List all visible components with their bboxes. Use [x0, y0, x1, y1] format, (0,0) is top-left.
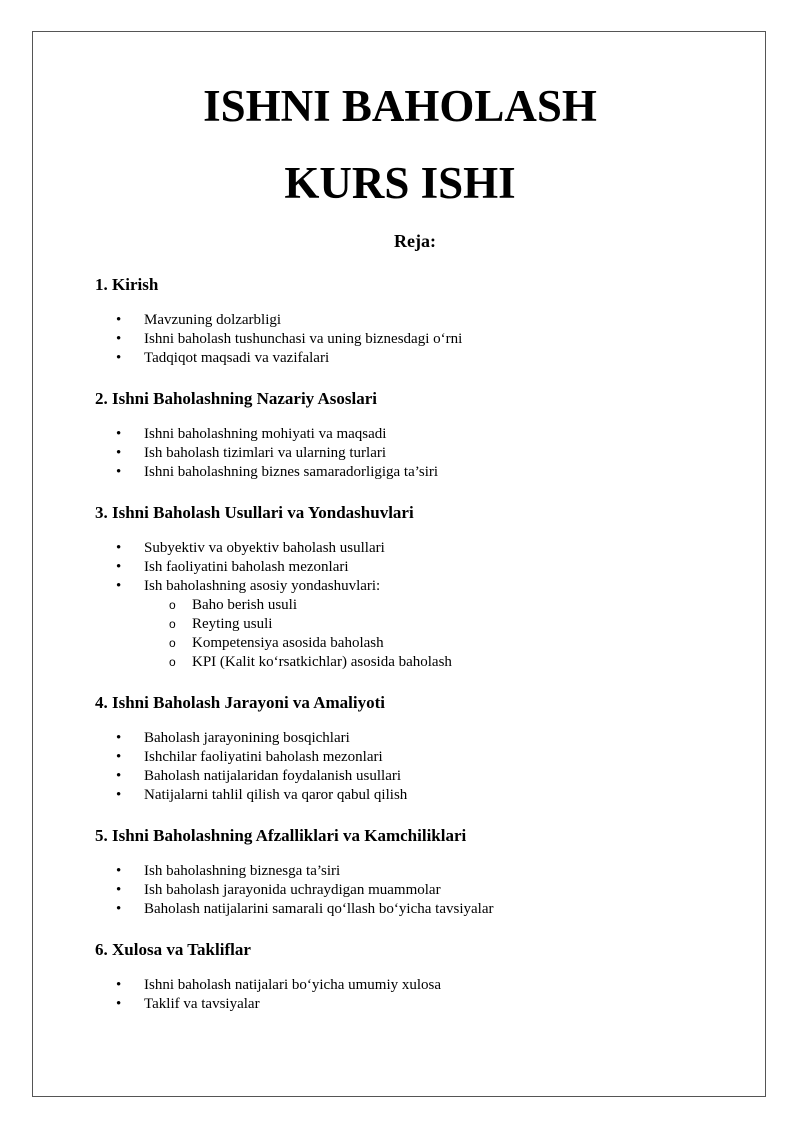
circle-bullet-icon: o — [169, 598, 176, 612]
list-item-text: Subyektiv va obyektiv baholash usullari — [144, 540, 385, 556]
circle-bullet-icon: o — [169, 636, 176, 650]
bullet-icon: • — [116, 768, 122, 784]
sub-list-item — [95, 634, 775, 653]
bullet-icon: • — [116, 730, 122, 746]
bullet-icon: • — [116, 996, 122, 1012]
sub-list-item-text: KPI (Kalit ko‘rsatkichlar) asosida baholash — [192, 654, 452, 670]
list-item-text: Tadqiqot maqsadi va vazifalari — [144, 350, 330, 366]
list-item-text: Ishchilar faoliyatini baholash mezonlari — [144, 749, 383, 765]
list-item-text: Ishni baholashning mohiyati va maqsadi — [144, 426, 387, 442]
bullet-icon: • — [116, 540, 122, 556]
list-item-text: Ish faoliyatini baholash mezonlari — [144, 559, 349, 575]
bullet-list — [95, 425, 775, 482]
section-pros-cons — [95, 825, 775, 919]
bullet-icon: • — [116, 331, 122, 347]
sub-list-item-text: Kompetensiya asosida baholash — [192, 635, 384, 651]
list-item-text: Ishni baholash natijalari bo‘yicha umumiy xulosa — [144, 977, 442, 993]
plan-label: Reja: — [394, 231, 436, 251]
bullet-icon: • — [116, 863, 122, 879]
list-item — [95, 976, 775, 995]
list-item-text: Baholash natijalarini samarali qo‘llash bo‘yicha tavsiyalar — [144, 901, 494, 917]
bullet-list — [95, 729, 775, 805]
list-item — [95, 311, 775, 330]
bullet-list — [95, 976, 775, 1014]
bullet-icon: • — [116, 882, 122, 898]
section-heading: 4. Ishni Baholash Jarayoni va Amaliyoti — [95, 693, 386, 712]
list-item — [95, 767, 775, 786]
section-conclusion — [95, 939, 775, 1014]
list-item — [95, 729, 775, 748]
sub-list-item-text: Baho berish usuli — [192, 597, 297, 613]
list-item-text: Natijalarni tahlil qilish va qaror qabul qilish — [144, 787, 408, 803]
sub-list-item — [95, 653, 775, 672]
document-subtitle: KURS ISHI — [284, 158, 516, 208]
list-item — [95, 577, 775, 596]
list-item-text: Taklif va tavsiyalar — [144, 996, 260, 1012]
list-item — [95, 900, 775, 919]
bullet-list — [95, 862, 775, 919]
bullet-icon: • — [116, 426, 122, 442]
document-title: ISHNI BAHOLASH — [203, 81, 597, 131]
list-item-text: Baholash natijalaridan foydalanish usullari — [144, 768, 402, 784]
bullet-icon: • — [116, 464, 122, 480]
bullet-icon: • — [116, 312, 122, 328]
bullet-icon: • — [116, 787, 122, 803]
bullet-icon: • — [116, 901, 122, 917]
list-item — [95, 881, 775, 900]
circle-bullet-icon: o — [169, 617, 176, 631]
list-item — [95, 558, 775, 577]
section-heading: 5. Ishni Baholashning Afzalliklari va Kamchiliklari — [95, 826, 467, 845]
sub-bullet-list — [95, 596, 775, 672]
list-item-text: Ish baholashning asosiy yondashuvlari: — [144, 578, 381, 594]
bullet-icon: • — [116, 578, 122, 594]
list-item-text: Ish baholash jarayonida uchraydigan muammolar — [144, 882, 441, 898]
list-item — [95, 444, 775, 463]
sub-list-item — [95, 596, 775, 615]
list-item — [95, 995, 775, 1014]
section-heading: 2. Ishni Baholashning Nazariy Asoslari — [95, 389, 377, 408]
bullet-list — [95, 311, 775, 368]
list-item-text: Ishni baholashning biznes samaradorligiga ta’siri — [144, 464, 439, 480]
list-item-text: Ishni baholash tushunchasi va uning biznesdagi o‘rni — [144, 331, 463, 347]
list-item — [95, 786, 775, 805]
bullet-list — [95, 539, 775, 596]
section-theoretical-foundations — [95, 388, 775, 482]
bullet-icon: • — [116, 350, 122, 366]
bullet-icon: • — [116, 977, 122, 993]
section-heading: 3. Ishni Baholash Usullari va Yondashuvlari — [95, 503, 414, 522]
section-introduction — [95, 274, 775, 368]
list-item — [95, 330, 775, 349]
section-heading: 1. Kirish — [95, 275, 159, 294]
list-item — [95, 425, 775, 444]
section-heading: 6. Xulosa va Takliflar — [95, 940, 251, 959]
sub-list-item-text: Reyting usuli — [192, 616, 273, 632]
list-item — [95, 862, 775, 881]
list-item — [95, 748, 775, 767]
bullet-icon: • — [116, 749, 122, 765]
list-item — [95, 349, 775, 368]
list-item-text: Mavzuning dolzarbligi — [144, 312, 282, 328]
section-process-practice — [95, 692, 775, 805]
bullet-icon: • — [116, 559, 122, 575]
list-item — [95, 539, 775, 558]
list-item-text: Baholash jarayonining bosqichlari — [144, 730, 350, 746]
list-item-text: Ish baholash tizimlari va ularning turlari — [144, 445, 387, 461]
list-item — [95, 463, 775, 482]
bullet-icon: • — [116, 445, 122, 461]
section-methods-approaches — [95, 502, 775, 672]
list-item-text: Ish baholashning biznesga ta’siri — [144, 863, 341, 879]
sub-list-item — [95, 615, 775, 634]
circle-bullet-icon: o — [169, 655, 176, 669]
